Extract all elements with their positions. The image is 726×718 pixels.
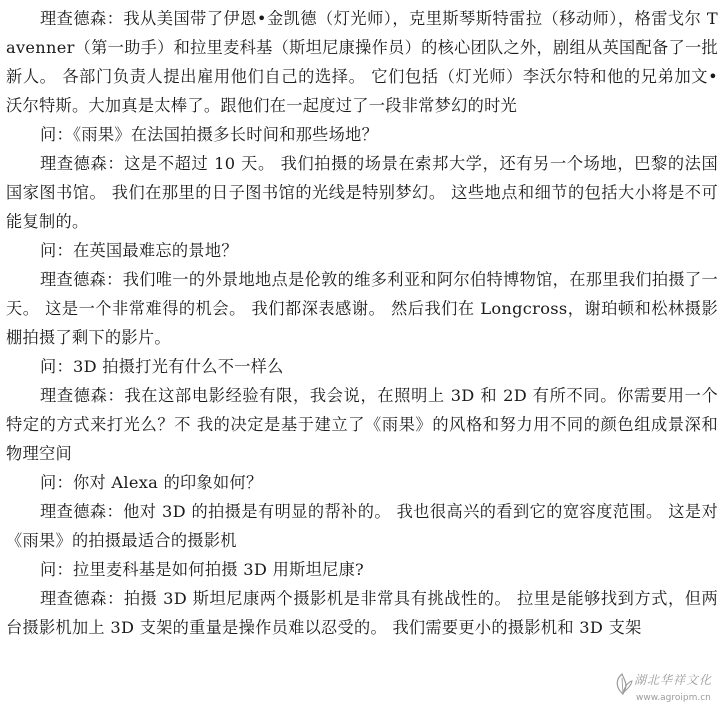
paragraph-question-5: 问：拉里麦科基是如何拍摄 3D 用斯坦尼康? (40, 560, 365, 579)
paragraph-answer-3: 理查德森：我们唯一的外景地地点是伦敦的维多利亚和阿尔伯特博物馆，在那里我们拍摄了一天。 这是一个非常难得的机会。 我们都深表感谢。 然后我们在 Longcross，谢珀顿和松林摄影棚拍摄了剩下的影片。 (6, 270, 718, 347)
leaf-logo-icon (612, 672, 634, 696)
paragraph-answer-6: 理查德森：拍摄 3D 斯坦尼康两个摄影机是非常具有挑战性的。 拉里是能够找到方式，但两台摄影机加上 3D 支架的重量是操作员难以忍受的。 我们需要更小的摄影机和 3D 支架 (6, 589, 718, 637)
paragraph-question-4: 问：你对 Alexa 的印象如何？ (40, 473, 263, 492)
paragraph-answer-4: 理查德森：我在这部电影经验有限，我会说，在照明上 3D 和 2D 有所不同。你需要用一个特定的方式来打光么？不 我的决定是基于建立了《雨果》的风格和努力用不同的颜色组成景深和物理空间 (6, 386, 718, 463)
paragraph-answer-5: 理查德森：他对 3D 的拍摄是有明显的帮补的。 我也很高兴的看到它的宽容度范围。 这是对《雨果》的拍摄最适合的摄影机 (6, 502, 718, 550)
article-body (6, 4, 718, 642)
watermark-url: www.agroipm.cn (636, 693, 711, 703)
watermark (612, 670, 720, 710)
watermark-title: 湖北华祥文化 (634, 673, 713, 687)
paragraph-answer-2: 理查德森：这是不超过 10 天。 我们拍摄的场景在索邦大学，还有另一个场地，巴黎的法国国家图书馆。 我们在那里的日子图书馆的光线是特别梦幻。 这些地点和细节的包括大小将是不可能复制的。 (6, 154, 718, 231)
paragraph-question-3: 问：3D 拍摄打光有什么不一样么 (40, 357, 284, 376)
paragraph-question-2: 问：在英国最难忘的景地？ (40, 241, 238, 260)
paragraph-answer-1: 理查德森：我从美国带了伊恩•金凯德（灯光师），克里斯琴斯特雷拉（移动师），格雷戈尔 Tavenner（第一助手）和拉里麦科基（斯坦尼康操作员）的核心团队之外，剧组从英国配备了一批新人。 各部门负责人提出雇用他们自己的选择。 它们包括（灯光师）李沃尔特和他的兄弟加文•沃尔特斯。大加真是太棒了。跟他们在一起度过了一段非常梦幻的时光 (6, 9, 718, 115)
paragraph-question-1: 问：《雨果》在法国拍摄多长时间和那些场地？ (40, 125, 379, 144)
